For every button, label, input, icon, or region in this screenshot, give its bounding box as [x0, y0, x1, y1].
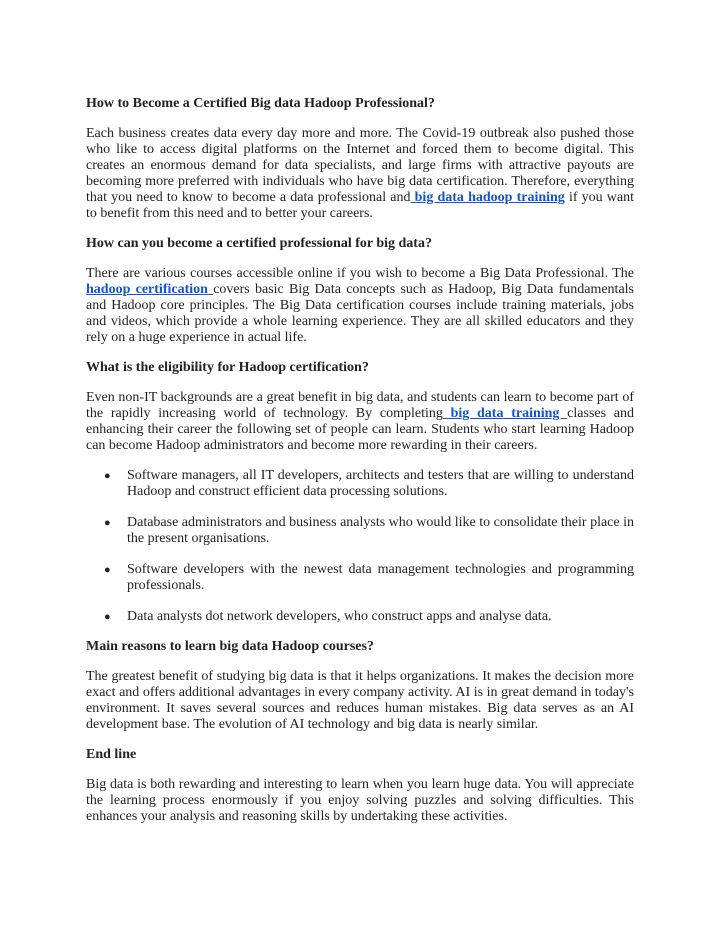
list-item	[86, 609, 634, 625]
intro-text-before: Each business creates data every day more and more. The Covid-19 outbreak also pushed those who like to access digital platforms on the Internet and forced them to become digital. This creates an enormous demand for data specialists, and large firms with attractive payouts are becoming more preferred with individuals who have big data certification. Therefore, everything that you need to know to become a data professional and	[86, 126, 634, 205]
courses-paragraph	[86, 266, 634, 346]
bullet-icon: ●	[104, 470, 111, 482]
courses-text-after: covers basic Big Data concepts such as Hadoop, Big Data fundamentals and Hadoop core principles. The Big Data certification courses include training materials, jobs and videos, which provide a whole learning experience. They are all skilled educators and they rely on a huge experience in actual life.	[86, 282, 634, 345]
list-item	[86, 515, 634, 547]
link-big-data-training[interactable]: big data training	[442, 406, 568, 421]
endline-paragraph: Big data is both rewarding and interesting to learn when you learn huge data. You will appreciate the learning process enormously if you enjoy solving puzzles and solving difficulties. This enhances your analysis and reasoning skills by undertaking these activities.	[86, 777, 634, 824]
list-item-text: Software managers, all IT developers, architects and testers that are willing to understand Hadoop and construct efficient data processing solutions.	[127, 468, 634, 499]
bullet-icon: ●	[104, 517, 111, 529]
list-item	[86, 562, 634, 594]
list-item-text: Database administrators and business analysts who would like to consolidate their place in the present organisations.	[127, 515, 634, 546]
eligibility-paragraph	[86, 390, 634, 454]
courses-text-before: There are various courses accessible online if you wish to become a Big Data Professional. The	[86, 266, 634, 281]
link-big-data-hadoop-training[interactable]: big data hadoop training	[410, 190, 565, 205]
eligible-people-list	[86, 468, 634, 625]
list-item	[86, 468, 634, 500]
list-item-text: Software developers with the newest data management technologies and programming professionals.	[127, 562, 634, 593]
heading-main-reasons: Main reasons to learn big data Hadoop courses?	[86, 639, 374, 654]
heading-end-line: End line	[86, 747, 137, 762]
bullet-icon: ●	[104, 611, 111, 623]
heading-become-certified: How can you become a certified professional for big data?	[86, 236, 432, 251]
eligibility-text-after: classes and enhancing their career the following set of people can learn. Students who start learning Hadoop can become Hadoop administrators and become more rewarding in their careers.	[86, 406, 634, 453]
reasons-paragraph: The greatest benefit of studying big data is that it helps organizations. It makes the decision more exact and offers additional advantages in every company activity. AI is in great demand in today's environment. It saves several sources and reduces human mistakes. Big data serves as an AI development base. The evolution of AI technology and big data is nearly similar.	[86, 669, 634, 732]
intro-paragraph	[86, 126, 634, 222]
heading-eligibility: What is the eligibility for Hadoop certification?	[86, 360, 369, 375]
intro-text-after: if you want to benefit from this need and to better your careers.	[86, 190, 635, 221]
eligibility-text-before: Even non-IT backgrounds are a great benefit in big data, and students can learn to become part of the rapidly increasing world of technology. By completing	[86, 390, 634, 421]
link-hadoop-certification[interactable]: hadoop certification	[86, 282, 214, 297]
bullet-icon: ●	[104, 564, 111, 576]
heading-certified-professional: How to Become a Certified Big data Hadoop Professional?	[86, 96, 435, 111]
list-item-text: Data analysts dot network developers, who construct apps and analyse data.	[127, 609, 552, 624]
